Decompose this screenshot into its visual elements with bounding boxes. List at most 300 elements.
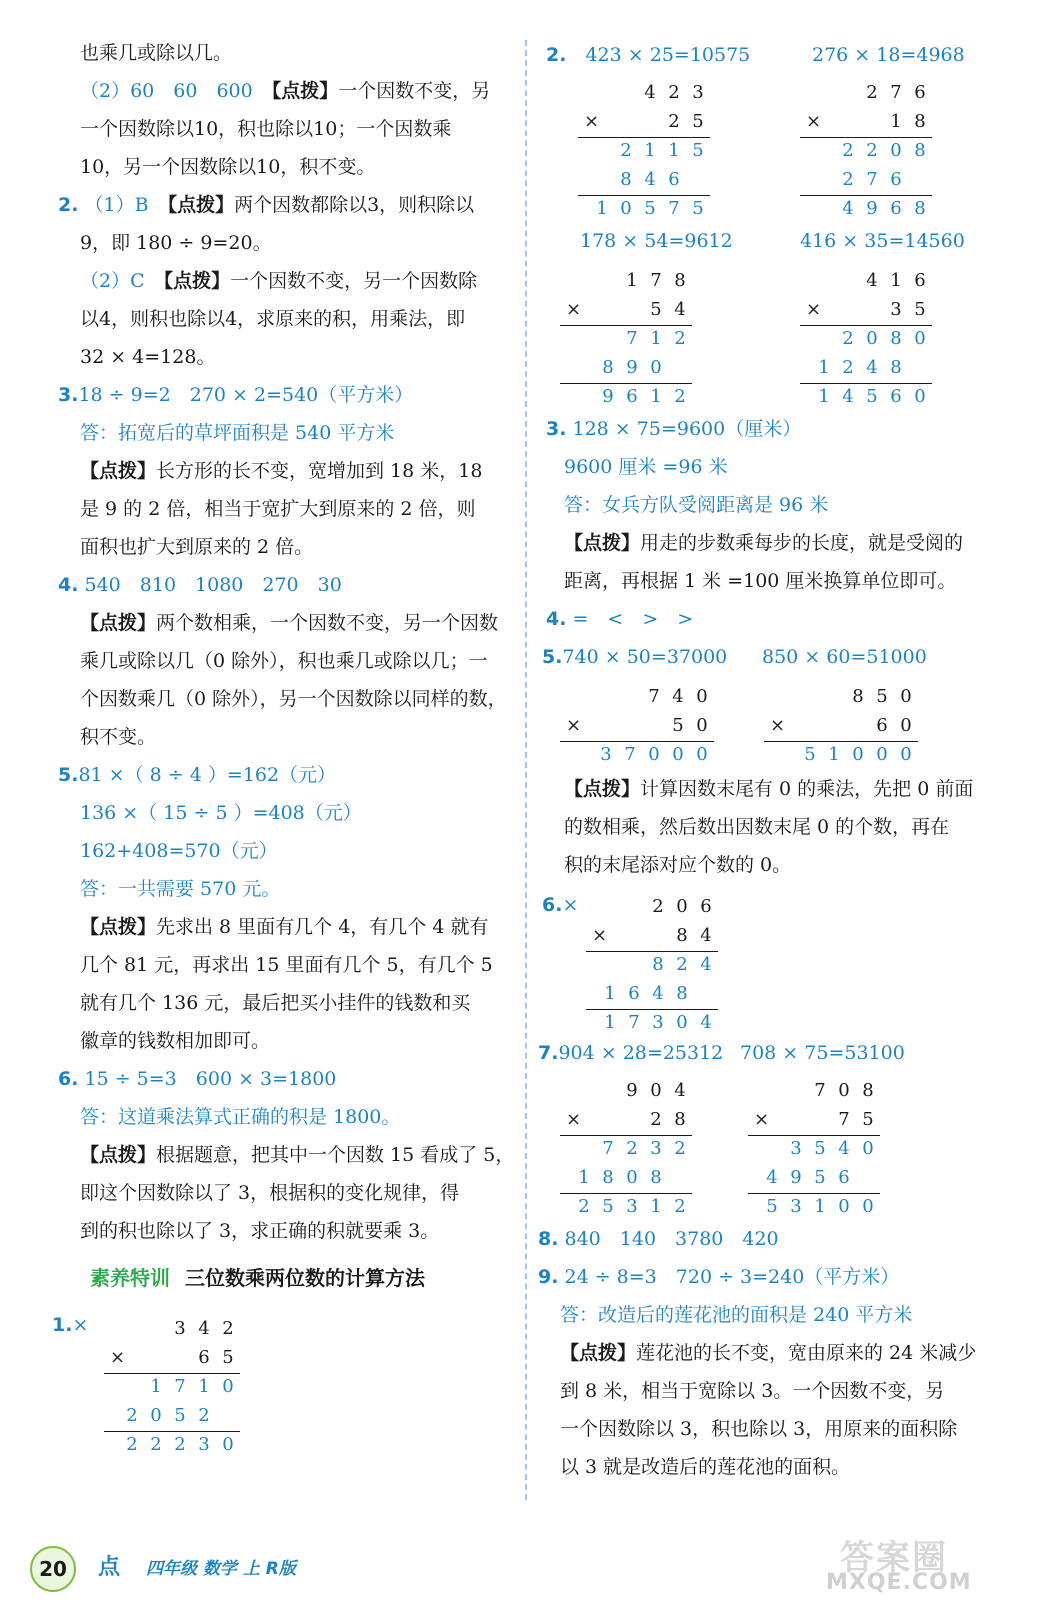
vm-digit: 0 [676, 896, 688, 917]
tip-line [560, 1338, 976, 1368]
answer-sentence: 答：这道乘法算式正确的积是 1800。 [80, 1106, 401, 1128]
tip-text: 面积也扩大到原来的 2 倍。 [80, 536, 314, 558]
vm-rule [586, 951, 718, 952]
vm-digit: 6 [628, 983, 640, 1004]
vm-rule [578, 137, 710, 138]
vm-digit: 7 [668, 198, 680, 219]
vm-digit: 0 [648, 744, 660, 765]
vm-digit: 0 [876, 744, 888, 765]
tip-text: 一个因数除以10，积也除以10；一个因数乘 [80, 118, 452, 140]
vm-digit: 9 [602, 386, 614, 407]
vm-row [832, 1105, 880, 1134]
vm-digit: 0 [900, 715, 912, 736]
answer-equation: 740 × 50=37000 [562, 646, 728, 668]
vm-digit: 3 [652, 1012, 664, 1033]
answer-text: （1）B [84, 194, 149, 216]
vm-digit: 5 [766, 1196, 778, 1217]
vm-digit: 6 [914, 82, 926, 103]
question-4-right [546, 604, 693, 634]
tip-label: 【点拨】 [564, 532, 641, 554]
tip-text: 32 × 4=128。 [80, 346, 216, 368]
vm-row [596, 1134, 692, 1163]
vm-digit: 0 [838, 1196, 850, 1217]
vm-rule [800, 195, 932, 196]
question-6-right [542, 890, 578, 920]
vm-row [614, 136, 710, 165]
vm-digit: 6 [626, 386, 638, 407]
vm-digit: 5 [804, 744, 816, 765]
answer-equation: 276 × 18=4968 [812, 44, 965, 66]
answer-equation: 162+408=570（元） [80, 840, 278, 862]
vm-row [614, 165, 686, 194]
times-sign: × [566, 299, 582, 320]
vertical-multiplication [104, 1314, 240, 1459]
vm-digit: 2 [674, 386, 686, 407]
vm-digit: 8 [890, 357, 902, 378]
tip-text: 积的末尾添对应个数的 0。 [564, 854, 792, 876]
question-3-right [546, 414, 801, 444]
vm-digit: 4 [700, 954, 712, 975]
vm-row [620, 266, 692, 295]
vm-digit: 8 [620, 169, 632, 190]
tip-text: 一个因数不变，另 [338, 80, 491, 102]
question-9-right [538, 1262, 899, 1292]
vm-digit: 0 [914, 328, 926, 349]
vm-row [860, 266, 932, 295]
vm-digit: 5 [692, 111, 704, 132]
vm-digit: 0 [672, 744, 684, 765]
vm-digit: 6 [914, 270, 926, 291]
vm-digit: 5 [650, 299, 662, 320]
vm-digit: 4 [866, 357, 878, 378]
vm-digit: 5 [814, 1167, 826, 1188]
tip-text: 10，另一个因数除以10，积不变。 [80, 156, 376, 178]
question-5-right [542, 642, 727, 672]
tip-text: 用走的步数乘每步的长度，就是受阅的 [640, 532, 964, 554]
vm-digit: 4 [644, 169, 656, 190]
tip-text: 距离，再根据 1 米 =100 厘米换算单位即可。 [564, 570, 957, 592]
question-number: 9. [538, 1266, 559, 1288]
vm-digit: 3 [600, 744, 612, 765]
question-5 [58, 760, 336, 790]
tip-text: 计算因数末尾有 0 的乘法，先把 0 前面 [640, 778, 974, 800]
vm-digit: 5 [876, 686, 888, 707]
tip-text: 个因数乘几（0 除外），另一个因数除以同样的数， [80, 688, 507, 710]
vm-digit: 8 [652, 954, 664, 975]
vm-digit: 0 [900, 744, 912, 765]
vm-row [646, 950, 718, 979]
page-footer [0, 1530, 1045, 1600]
question-number: 2. [58, 194, 79, 216]
vm-digit: 2 [842, 357, 854, 378]
vm-digit: 5 [862, 1109, 874, 1130]
vm-row [598, 1008, 718, 1037]
vm-digit: 6 [668, 169, 680, 190]
vm-digit: 2 [626, 1138, 638, 1159]
tip-text: 两个因数都除以3，则积除以 [234, 194, 475, 216]
question-2 [58, 190, 474, 220]
times-sign: × [806, 299, 822, 320]
vm-row [836, 165, 908, 194]
vm-digit: 0 [890, 140, 902, 161]
vm-digit: 9 [866, 198, 878, 219]
tip-label: 【点拨】 [167, 194, 235, 216]
vm-row [646, 892, 718, 921]
vm-digit: 2 [674, 1196, 686, 1217]
vm-digit: 0 [696, 715, 708, 736]
vm-digit: 4 [700, 925, 712, 946]
vm-digit: 6 [198, 1347, 210, 1368]
vm-row [590, 194, 710, 223]
vm-digit: 6 [890, 198, 902, 219]
tip-label: 【点拨】 [163, 270, 231, 292]
section-title: 三位数乘两位数的计算方法 [184, 1266, 425, 1290]
vm-digit: 8 [676, 983, 688, 1004]
question-number: 7. [538, 1042, 559, 1064]
vm-digit: 2 [126, 1434, 138, 1455]
tip-text: 是 9 的 2 倍，相当于宽扩大到原来的 2 倍，则 [80, 498, 476, 520]
question-7-right [538, 1038, 723, 1068]
vm-row [812, 382, 932, 411]
brand-logo: 点 [98, 1555, 121, 1580]
vertical-multiplication [560, 266, 692, 411]
vm-row [638, 78, 710, 107]
vm-digit: 4 [674, 1080, 686, 1101]
tip-text: 即这个因数除以了 3，根据积的变化规律，得 [80, 1182, 460, 1204]
vm-rule [560, 741, 714, 742]
times-sign: × [566, 1109, 582, 1130]
vm-digit: 7 [174, 1376, 186, 1397]
vm-rule [764, 741, 918, 742]
vm-digit: 0 [866, 328, 878, 349]
tip-text: 一个因数除以 3，积也除以 3，用原来的面积除 [560, 1418, 958, 1440]
vm-digit: 7 [626, 328, 638, 349]
answer-equation: 708 × 75=53100 [740, 1042, 905, 1064]
answer-equation: 850 × 60=51000 [762, 646, 927, 668]
question-number: 3. [58, 384, 79, 406]
vm-row [644, 1105, 692, 1134]
answer-sentence: 答：改造后的莲花池的面积是 240 平方米 [560, 1304, 913, 1326]
vm-rule [800, 383, 932, 384]
answer-sentence: 答：女兵方队受阅距离是 96 米 [564, 494, 829, 516]
vm-digit: 7 [650, 270, 662, 291]
vm-digit: 8 [676, 925, 688, 946]
vm-digit: 8 [890, 328, 902, 349]
vm-digit: 2 [842, 328, 854, 349]
vm-digit: 1 [890, 270, 902, 291]
vm-digit: 0 [650, 1080, 662, 1101]
question-2-right [546, 40, 750, 70]
vm-digit: 3 [692, 82, 704, 103]
page-number: 20 [30, 1546, 76, 1592]
vertical-multiplication [578, 78, 710, 223]
vm-row [598, 979, 694, 1008]
vm-rule [748, 1135, 880, 1136]
vm-row [666, 711, 714, 740]
vm-digit: 4 [672, 686, 684, 707]
times-sign: × [754, 1109, 770, 1130]
vertical-multiplication [800, 266, 932, 411]
tip-line [564, 774, 973, 804]
vm-digit: 1 [818, 386, 830, 407]
vm-rule [560, 383, 692, 384]
vm-digit: 0 [222, 1434, 234, 1455]
vm-digit: 1 [814, 1196, 826, 1217]
vm-row [572, 1163, 668, 1192]
vm-digit: 4 [652, 983, 664, 1004]
vm-digit: 7 [624, 744, 636, 765]
vm-digit: 8 [674, 1109, 686, 1130]
vm-digit: 1 [650, 328, 662, 349]
vm-digit: 3 [790, 1138, 802, 1159]
vm-row [870, 711, 918, 740]
question-number: 4. [546, 608, 567, 630]
tip-label: 【点拨】 [80, 460, 157, 482]
vm-row [642, 682, 714, 711]
vm-digit: 2 [866, 140, 878, 161]
vm-digit: 1 [890, 111, 902, 132]
vm-digit: 1 [578, 1167, 590, 1188]
vm-row [596, 382, 692, 411]
vm-digit: 5 [866, 386, 878, 407]
answer-equation: 136 ×（ 15 ÷ 5 ）=408（元） [80, 802, 362, 824]
vertical-multiplication [800, 78, 932, 223]
vm-row [596, 353, 668, 382]
vm-digit: 8 [602, 357, 614, 378]
vm-digit: 5 [222, 1347, 234, 1368]
vm-digit: 4 [842, 198, 854, 219]
vm-digit: 0 [862, 1196, 874, 1217]
vm-digit: 1 [668, 140, 680, 161]
answer-sentence: 答：一共需要 570 元。 [80, 878, 281, 900]
vm-digit: 1 [150, 1376, 162, 1397]
vm-digit: 7 [628, 1012, 640, 1033]
question-4 [58, 570, 342, 600]
vm-digit: 5 [672, 715, 684, 736]
vm-row [798, 740, 918, 769]
answer-equation: 15 ÷ 5=3 600 × 3=1800 [84, 1068, 337, 1090]
vm-digit: 3 [890, 299, 902, 320]
vm-digit: 1 [198, 1376, 210, 1397]
vm-row [884, 295, 932, 324]
vm-digit: 7 [838, 1109, 850, 1130]
tip-label: 【点拨】 [564, 778, 641, 800]
vm-digit: 0 [696, 686, 708, 707]
vm-digit: 0 [862, 1138, 874, 1159]
times-sign: × [566, 715, 582, 736]
answer-equation: = < > > [572, 608, 694, 630]
vm-row [836, 194, 932, 223]
vm-digit: 3 [650, 1138, 662, 1159]
vm-digit: 2 [842, 169, 854, 190]
question-3 [58, 380, 413, 410]
vm-row [620, 324, 692, 353]
answer-text: （2）C [80, 270, 145, 292]
tip-text: 莲花池的长不变，宽由原来的 24 米减少 [636, 1342, 977, 1364]
tip-text: 几个 81 元，再求出 15 里面有几个 5，有几个 5 [80, 954, 493, 976]
vm-row [572, 1192, 692, 1221]
vm-row [808, 1076, 880, 1105]
vm-rule [586, 1009, 718, 1010]
vm-rule [560, 1135, 692, 1136]
vm-digit: 1 [818, 357, 830, 378]
tip-text: 就有几个 136 元，最后把买小挂件的钱数和买 [80, 992, 471, 1014]
vm-digit: 8 [602, 1167, 614, 1188]
vm-digit: 4 [866, 270, 878, 291]
vm-digit: 2 [620, 140, 632, 161]
vm-digit: 1 [644, 140, 656, 161]
question-number: 3. [546, 418, 567, 440]
vm-digit: 5 [914, 299, 926, 320]
vm-digit: 5 [174, 1405, 186, 1426]
vm-digit: 4 [198, 1318, 210, 1339]
vm-rule [800, 325, 932, 326]
answer-equation: 81 ×（ 8 ÷ 4 ）=162（元） [78, 764, 337, 786]
answer-equation: 840 140 3780 420 [564, 1228, 779, 1250]
vm-digit: 8 [862, 1080, 874, 1101]
tip-line [80, 456, 482, 486]
tip-line [80, 1140, 514, 1170]
vm-rule [560, 1193, 692, 1194]
vm-digit: 0 [676, 1012, 688, 1033]
vm-row [662, 107, 710, 136]
tip-line [80, 608, 498, 638]
vm-digit: 8 [674, 270, 686, 291]
vm-digit: 7 [648, 686, 660, 707]
vm-digit: 2 [668, 111, 680, 132]
text-line: 也乘几或除以几。 [80, 42, 233, 64]
vm-digit: 6 [876, 715, 888, 736]
question-number: 4. [58, 574, 79, 596]
vm-digit: 5 [692, 140, 704, 161]
vm-digit: 2 [674, 328, 686, 349]
vm-digit: 7 [602, 1138, 614, 1159]
column-divider [525, 40, 527, 1500]
vm-row [836, 324, 932, 353]
tip-text: 以 3 就是改造后的莲花池的面积。 [560, 1456, 851, 1478]
vm-row [620, 1076, 692, 1105]
times-sign: × [584, 111, 600, 132]
vm-digit: 2 [674, 1138, 686, 1159]
vm-digit: 1 [828, 744, 840, 765]
vm-digit: 1 [604, 1012, 616, 1033]
vertical-multiplication [748, 1076, 880, 1221]
question-number: 5. [58, 764, 79, 786]
vm-digit: 9 [626, 1080, 638, 1101]
tip-text: 两个数相乘，一个因数不变，另一个因数 [156, 612, 499, 634]
vm-digit: 2 [150, 1434, 162, 1455]
question-number: 5. [542, 646, 563, 668]
vm-digit: 7 [866, 169, 878, 190]
vm-digit: 0 [914, 386, 926, 407]
tip-text: 9，即 180 ÷ 9=20。 [80, 232, 272, 254]
vm-digit: 0 [222, 1376, 234, 1397]
watermark-site: MXQE.COM [826, 1570, 972, 1595]
vm-digit: 6 [700, 896, 712, 917]
vm-digit: 0 [650, 357, 662, 378]
section-label: 素养特训 [90, 1266, 170, 1290]
vm-digit: 5 [644, 198, 656, 219]
vm-row [644, 295, 692, 324]
vm-row [836, 136, 932, 165]
vm-rule [104, 1431, 240, 1432]
vm-digit: 6 [890, 169, 902, 190]
vm-row [168, 1314, 240, 1343]
vm-digit: 1 [604, 983, 616, 1004]
vm-digit: 2 [650, 1109, 662, 1130]
q2-part2 [80, 266, 477, 296]
vm-digit: 8 [650, 1167, 662, 1188]
tip-label: 【点拨】 [80, 1144, 157, 1166]
answer-equation: 904 × 28=25312 [558, 1042, 724, 1064]
vm-rule [104, 1373, 240, 1374]
tip-text: 的数相乘，然后数出因数末尾 0 的个数，再在 [564, 816, 950, 838]
answer-equation: 540 810 1080 270 30 [84, 574, 342, 596]
book-title: 四年级 数学 上 R版 [146, 1559, 296, 1579]
tip-text: 乘几或除以几（0 除外），积也乘几或除以几；一 [80, 650, 488, 672]
vm-digit: 2 [842, 140, 854, 161]
question-number: 2. [546, 44, 567, 66]
question-number: 6. [542, 894, 563, 916]
times-sign: × [110, 1347, 126, 1368]
vm-digit: 4 [700, 1012, 712, 1033]
answer-text: （2）60 60 600 [80, 80, 253, 102]
vm-digit: 7 [814, 1080, 826, 1101]
vm-digit: 3 [174, 1318, 186, 1339]
vm-digit: 5 [602, 1196, 614, 1217]
vm-row [884, 107, 932, 136]
vm-row [120, 1401, 216, 1430]
vm-digit: 2 [198, 1405, 210, 1426]
answer-equation: 178 × 54=9612 [580, 230, 733, 252]
question-8-right [538, 1224, 779, 1254]
tip-text: 一个因数不变，另一个因数除 [230, 270, 478, 292]
vm-digit: 1 [626, 270, 638, 291]
tip-text: 长方形的长不变，宽增加到 18 米，18 [156, 460, 483, 482]
vm-digit: 3 [626, 1196, 638, 1217]
tip-text: 积不变。 [80, 726, 157, 748]
tip-text: 徽章的钱数相加即可。 [80, 1030, 271, 1052]
answer-equation: 416 × 35=14560 [800, 230, 965, 252]
vm-digit: 2 [126, 1405, 138, 1426]
answer-equation: 18 ÷ 9=2 270 × 2=540（平方米） [78, 384, 414, 406]
question-number: 8. [538, 1228, 559, 1250]
vm-digit: 5 [814, 1138, 826, 1159]
watermark-logo: 答案圈 [840, 1538, 948, 1578]
vm-digit: 8 [852, 686, 864, 707]
vm-digit: 7 [890, 82, 902, 103]
vm-row [846, 682, 918, 711]
vm-row [860, 78, 932, 107]
tip-line [80, 912, 488, 942]
vm-rule [578, 195, 710, 196]
tip-text: 以4，则积也除以4，求原来的积，用乘法，即 [80, 308, 466, 330]
vm-digit: 1 [650, 386, 662, 407]
vm-digit: 6 [890, 386, 902, 407]
vm-digit: 2 [578, 1196, 590, 1217]
vm-digit: 0 [150, 1405, 162, 1426]
vm-digit: 2 [866, 82, 878, 103]
tip-text: 根据题意，把其中一个因数 15 看成了 5， [156, 1144, 515, 1166]
wrong-mark: × [72, 1314, 89, 1336]
vm-digit: 4 [674, 299, 686, 320]
q1-part2 [80, 76, 490, 106]
section-heading [90, 1262, 425, 1291]
vm-digit: 3 [198, 1434, 210, 1455]
vm-digit: 0 [838, 1080, 850, 1101]
vm-row [120, 1430, 240, 1459]
vm-digit: 0 [620, 198, 632, 219]
